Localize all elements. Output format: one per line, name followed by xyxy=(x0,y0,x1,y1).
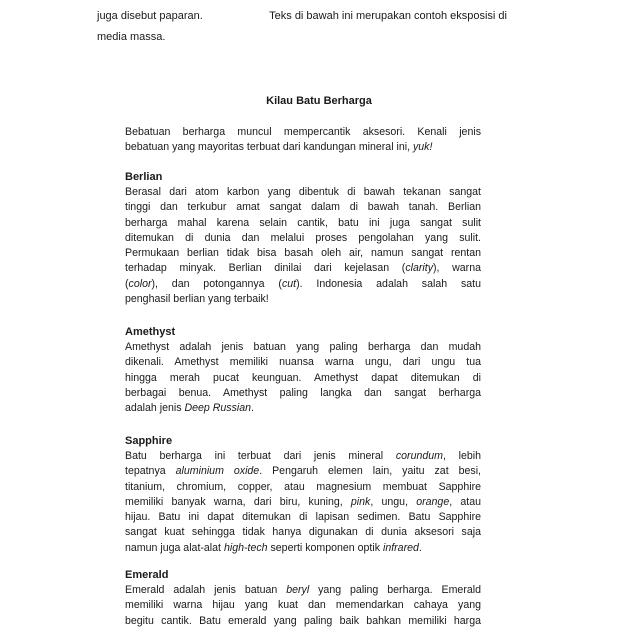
section-line: ditemukan di dunia dan melalui proses pengolahan yang sulit. xyxy=(125,231,481,244)
article-title: Kilau Batu Berharga xyxy=(266,95,372,107)
intro-text-a: juga disebut paparan. xyxy=(97,10,203,22)
section-line: terhadap minyak. Berlian dinilai dari kejelasan (clarity), warna xyxy=(125,262,481,275)
intro-text-b: Teks di bawah ini merupakan contoh eksposisi di xyxy=(269,10,507,22)
section-line: berharga mahal karena selain cantik, batu ini juga sangat sulit xyxy=(125,216,481,229)
section-line: tinggi dan terkubur amat sangat dalam di bawah tanah. Berlian xyxy=(125,201,481,214)
section-line: tepatnya aluminium oxide. Pengaruh elemen lain, yaitu zat besi, xyxy=(125,465,481,478)
section-line: penghasil berlian yang terbaik! xyxy=(125,293,269,306)
section-heading: Berlian xyxy=(125,171,163,183)
lead-paragraph xyxy=(125,125,481,156)
section-line: titanium, chromium, copper, atau magnesium membuat Sapphire xyxy=(125,480,481,493)
section-line: Batu berharga ini terbuat dari jenis mineral corundum, lebih xyxy=(125,450,481,462)
lead-line: bebatuan yang mayoritas terbuat dari kandungan mineral ini, yuk! xyxy=(125,141,433,154)
section-berlian xyxy=(125,170,481,307)
section-line: hingga merah pucat keunguan. Amethyst dapat ditemukan di xyxy=(125,371,481,384)
section-line: memiliki warna hijau yang kuat dan memendarkan cahaya yang xyxy=(125,599,481,612)
section-line: (color), dan potongannya (cut). Indonesia adalah salah satu xyxy=(125,277,481,290)
section-line: Amethyst adalah jenis batuan yang paling berharga dan mudah xyxy=(125,341,481,353)
section-emerald xyxy=(125,568,481,629)
section-line: begitu cantik. Batu emerald yang paling baik bahkan memiliki harga xyxy=(125,614,481,627)
section-sapphire xyxy=(125,434,481,556)
section-line: Emerald adalah jenis batuan beryl yang paling berharga. Emerald xyxy=(125,584,481,596)
section-line: namun juga alat-alat high-tech seperti komponen optik infrared. xyxy=(125,541,422,554)
intro-line-2: media massa. xyxy=(97,31,166,43)
section-line: hijau. Batu ini dapat ditemukan di lapisan sedimen. Batu Sapphire xyxy=(125,511,481,524)
intro-paragraph xyxy=(97,6,507,48)
section-line: adalah jenis Deep Russian. xyxy=(125,402,254,415)
intro-line-1 xyxy=(97,6,507,27)
section-heading: Emerald xyxy=(125,569,169,581)
section-line: berbagai benua. Amethyst paling langka dan sangat berharga xyxy=(125,386,481,399)
section-line: dikenali. Amethyst memiliki nuansa warna ungu, dari ungu tua xyxy=(125,356,481,369)
section-line: Berasal dari atom karbon yang dibentuk di bawah tekanan sangat xyxy=(125,186,481,198)
section-line: sangat kuat sehingga tidak hanya digunakan di dunia aksesori saja xyxy=(125,526,481,539)
section-heading: Sapphire xyxy=(125,435,173,447)
lead-line: Bebatuan berharga muncul mempercantik aksesori. Kenali jenis xyxy=(125,126,481,138)
section-line: memiliki banyak warna, dari biru, kuning, pink, ungu, orange, atau xyxy=(125,495,481,508)
section-heading: Amethyst xyxy=(125,326,176,338)
section-amethyst xyxy=(125,325,481,416)
section-line: Permukaan berlian tidak bisa basah oleh air, namun sangat rentan xyxy=(125,247,481,260)
